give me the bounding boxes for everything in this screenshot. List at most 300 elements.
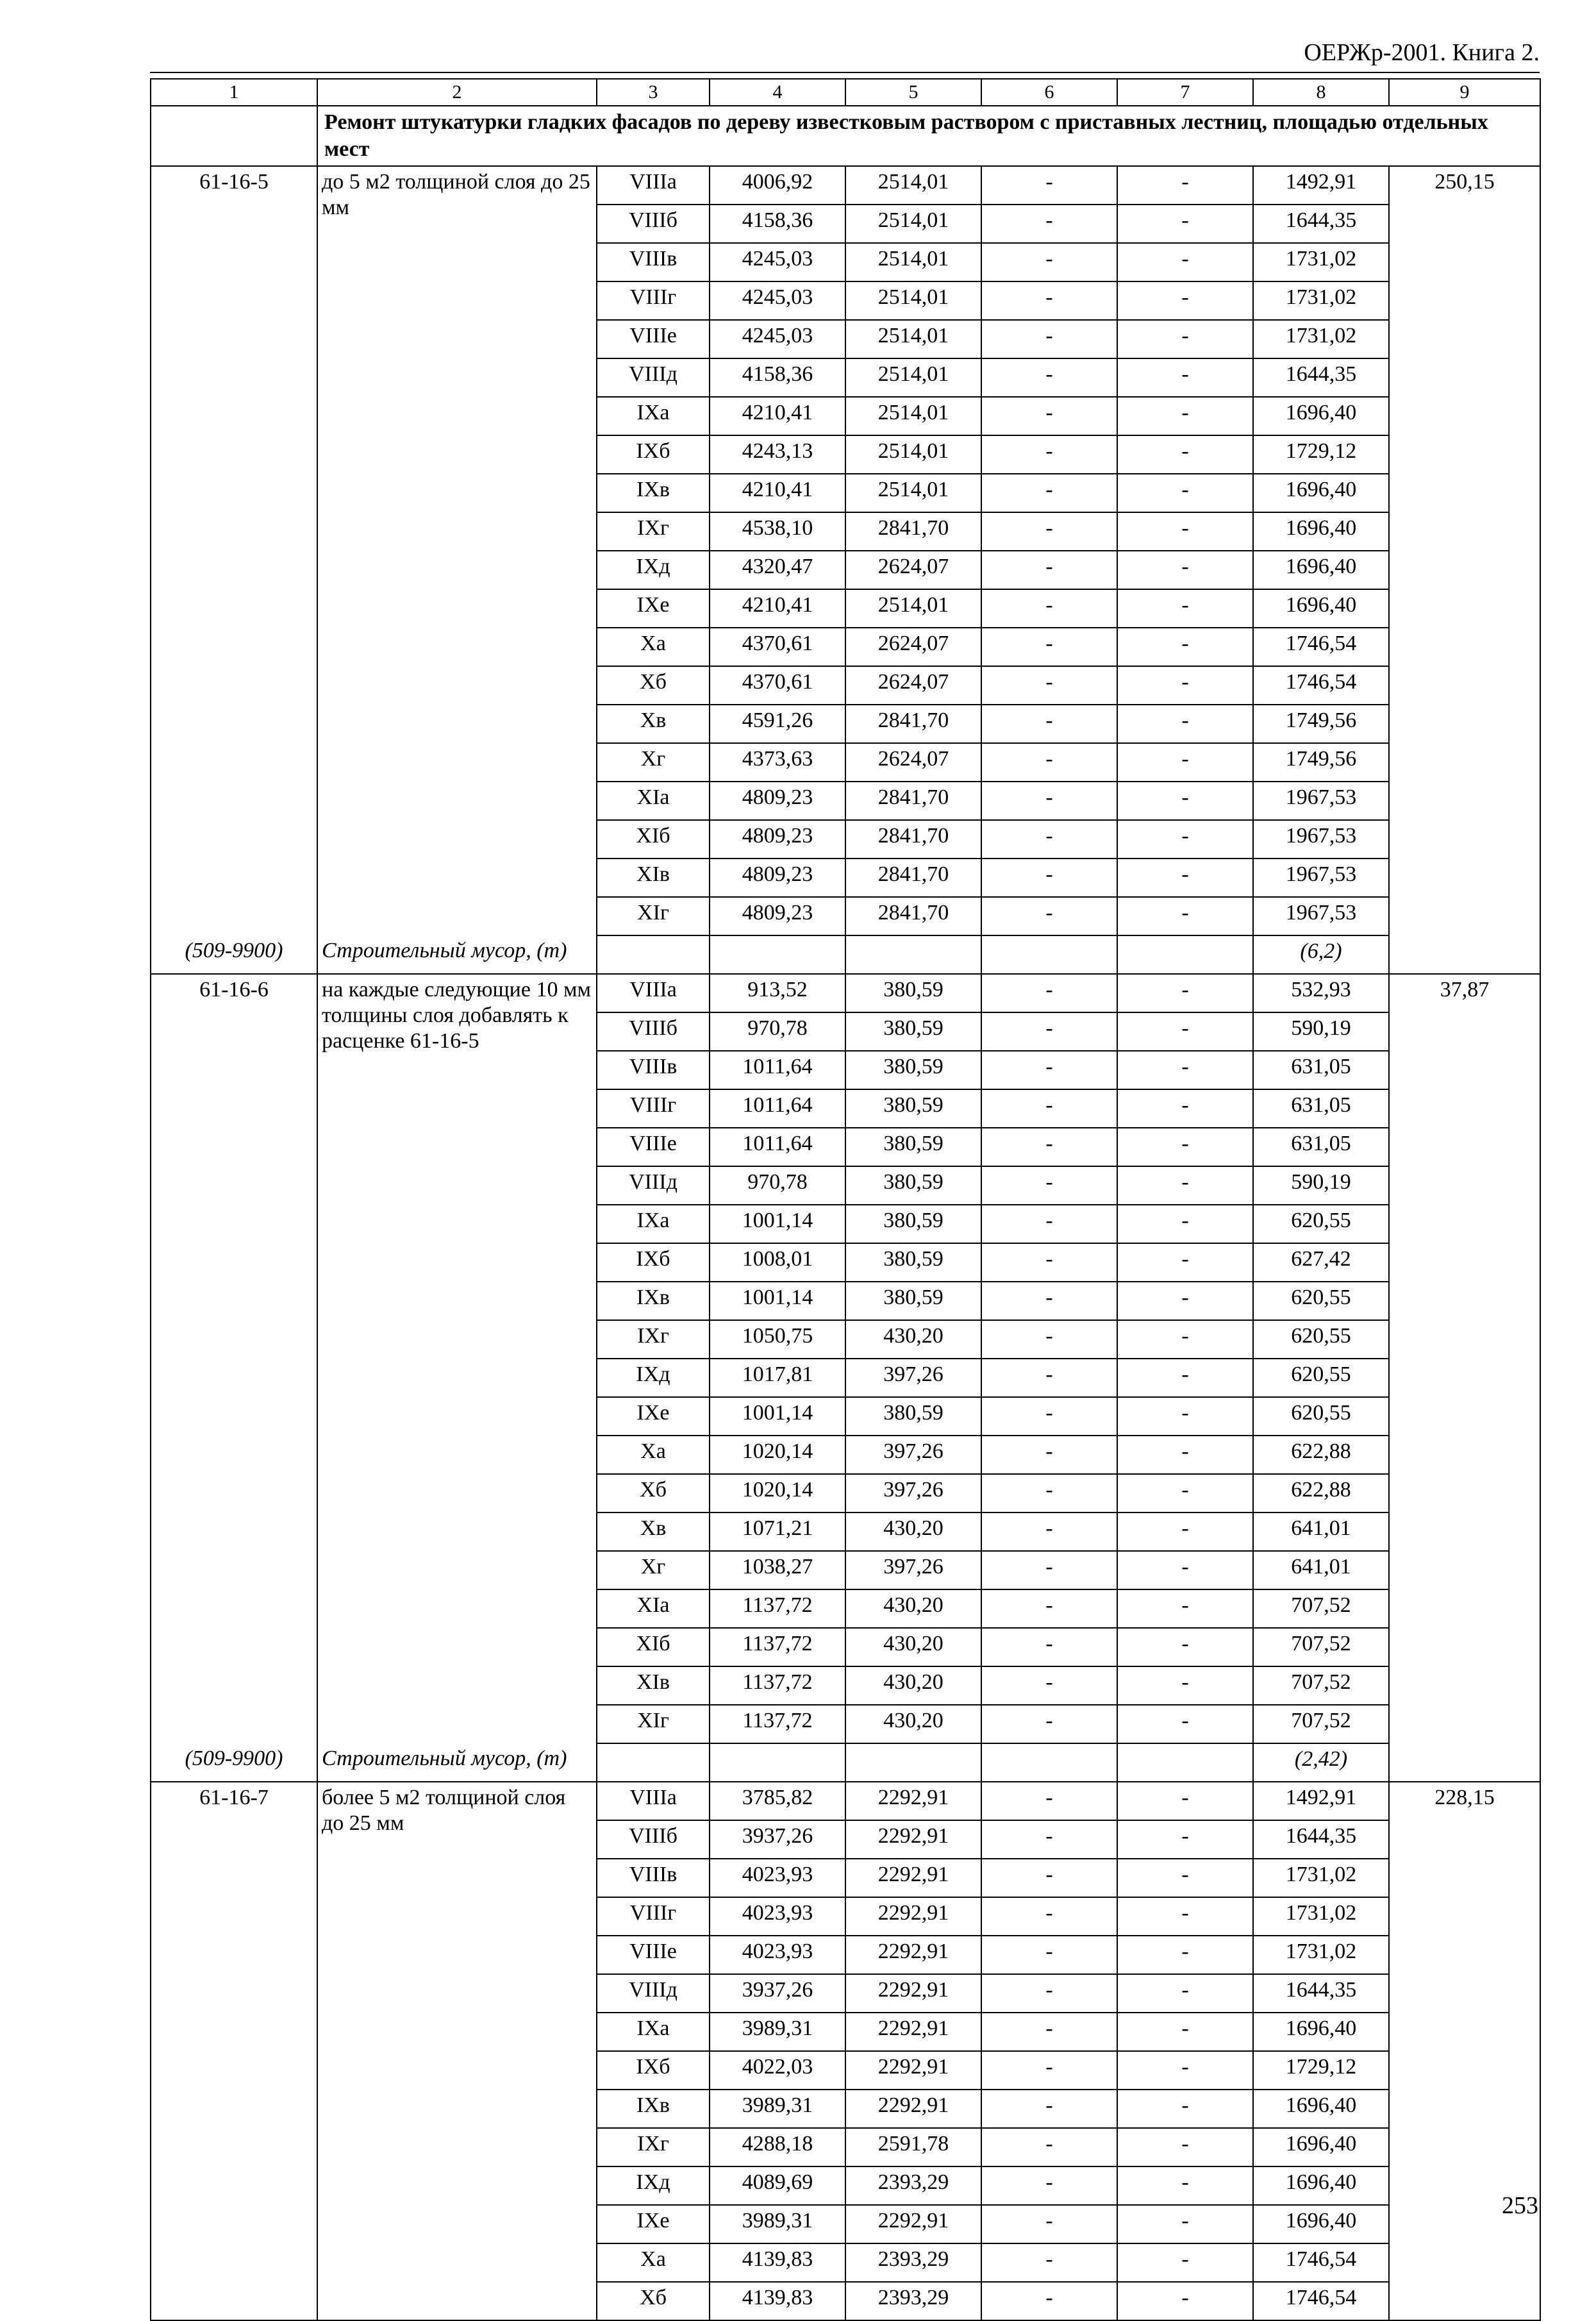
value-cell: 1492,91 (1253, 1782, 1389, 1820)
value-cell: 430,20 (845, 1666, 981, 1705)
empty-cell (981, 1743, 1117, 1782)
value-cell: 1644,35 (1253, 1820, 1389, 1859)
value-cell: - (981, 1859, 1117, 1897)
value-cell: - (981, 1589, 1117, 1628)
value-cell: - (981, 897, 1117, 935)
value-cell: - (981, 782, 1117, 820)
value-cell: 620,55 (1253, 1397, 1389, 1436)
value-cell: 641,01 (1253, 1551, 1389, 1589)
value-cell: 1696,40 (1253, 551, 1389, 589)
value-cell: 631,05 (1253, 1089, 1389, 1128)
zone-cell: XIа (597, 1589, 710, 1628)
value-cell: - (981, 859, 1117, 897)
value-cell: 1696,40 (1253, 2090, 1389, 2128)
value-cell: 622,88 (1253, 1436, 1389, 1474)
zone-cell: XIг (597, 1705, 710, 1743)
value-cell: - (1117, 1474, 1253, 1512)
value-cell: 2841,70 (845, 820, 981, 859)
value-cell: - (981, 435, 1117, 474)
value-cell: - (981, 1205, 1117, 1243)
zone-cell: IXг (597, 2128, 710, 2166)
value-cell: - (1117, 1589, 1253, 1628)
value-cell: 2514,01 (845, 358, 981, 397)
value-cell: 1011,64 (710, 1051, 845, 1089)
value-cell: 4006,92 (710, 166, 845, 205)
column-number: 9 (1389, 79, 1540, 106)
value-cell: 3989,31 (710, 2013, 845, 2051)
value-cell: - (981, 1512, 1117, 1551)
value-cell: 1008,01 (710, 1243, 845, 1282)
value-cell: 4139,83 (710, 2282, 845, 2320)
value-cell: - (1117, 974, 1253, 1012)
value-cell: - (981, 1628, 1117, 1666)
value-cell: 1731,02 (1253, 1859, 1389, 1897)
value-cell: - (981, 2282, 1117, 2320)
value-cell: 707,52 (1253, 1589, 1389, 1628)
zone-cell: IXд (597, 2166, 710, 2205)
value-cell: 631,05 (1253, 1051, 1389, 1089)
zone-cell: IXа (597, 397, 710, 435)
value-cell: - (1117, 1782, 1253, 1820)
value-cell: 1696,40 (1253, 589, 1389, 628)
value-cell: - (981, 281, 1117, 320)
zone-cell: VIIIа (597, 1782, 710, 1820)
value-cell: - (1117, 1320, 1253, 1359)
zone-cell: IXа (597, 1205, 710, 1243)
value-cell: 380,59 (845, 1051, 981, 1089)
value-cell: 4809,23 (710, 897, 845, 935)
zone-cell: Xа (597, 1436, 710, 1474)
value-cell: - (1117, 1051, 1253, 1089)
zone-cell: Xг (597, 1551, 710, 1589)
column-number: 2 (317, 79, 597, 106)
zone-cell: XIб (597, 820, 710, 859)
value-cell: 3785,82 (710, 1782, 845, 1820)
value-cell: 2624,07 (845, 628, 981, 666)
value-cell: 380,59 (845, 1205, 981, 1243)
value-cell: - (981, 1551, 1117, 1589)
value-cell: 1001,14 (710, 1282, 845, 1320)
value-cell: - (981, 820, 1117, 859)
value-cell: 4809,23 (710, 782, 845, 820)
value-cell: 1749,56 (1253, 705, 1389, 743)
value-cell: - (1117, 397, 1253, 435)
value-cell: 2624,07 (845, 666, 981, 705)
value-cell: 1001,14 (710, 1397, 845, 1436)
value-cell: - (981, 1474, 1117, 1512)
value-cell: 4089,69 (710, 2166, 845, 2205)
value-cell: 1731,02 (1253, 1897, 1389, 1936)
value-cell: - (981, 2013, 1117, 2051)
value-cell: 397,26 (845, 1359, 981, 1397)
zone-cell: XIв (597, 859, 710, 897)
zone-cell: Xа (597, 628, 710, 666)
value-cell: 2514,01 (845, 397, 981, 435)
value-cell: 2393,29 (845, 2243, 981, 2282)
value-cell: - (1117, 166, 1253, 205)
value-cell: 1017,81 (710, 1359, 845, 1397)
value-cell: - (1117, 1243, 1253, 1282)
waste-code: (509-9900) (151, 935, 317, 974)
value-cell: 1020,14 (710, 1436, 845, 1474)
waste-label: Строительный мусор, (т) (317, 935, 597, 974)
value-cell: 1137,72 (710, 1705, 845, 1743)
value-cell: - (981, 1897, 1117, 1936)
value-cell: 4023,93 (710, 1936, 845, 1974)
value-cell: - (1117, 820, 1253, 859)
value-cell: 4538,10 (710, 512, 845, 551)
value-cell: - (1117, 205, 1253, 243)
rate-description: на каждые следующие 10 мм толщины слоя добавлять к расценке 61-16-5 (317, 974, 597, 1743)
value-cell: 4288,18 (710, 2128, 845, 2166)
zone-cell: IXд (597, 1359, 710, 1397)
value-cell: - (1117, 1666, 1253, 1705)
value-cell: 1967,53 (1253, 859, 1389, 897)
value-cell: 2624,07 (845, 551, 981, 589)
value-cell: 380,59 (845, 974, 981, 1012)
value-cell: 4210,41 (710, 397, 845, 435)
rate-code: 61-16-6 (151, 974, 317, 1743)
zone-cell: IXг (597, 1320, 710, 1359)
value-cell: 4023,93 (710, 1859, 845, 1897)
zone-cell: XIв (597, 1666, 710, 1705)
value-cell: - (1117, 1974, 1253, 2013)
value-cell: - (981, 397, 1117, 435)
value-cell: - (981, 166, 1117, 205)
value-cell: 1696,40 (1253, 2205, 1389, 2243)
value-cell: 620,55 (1253, 1359, 1389, 1397)
value-cell: 2292,91 (845, 1859, 981, 1897)
empty-cell (981, 935, 1117, 974)
value-cell: - (981, 628, 1117, 666)
rate-col9-value: 37,87 (1389, 974, 1540, 1782)
value-cell: 430,20 (845, 1628, 981, 1666)
table-row (151, 166, 1540, 205)
zone-cell: VIIIб (597, 1820, 710, 1859)
value-cell: 4320,47 (710, 551, 845, 589)
table-row (151, 1782, 1540, 1820)
value-cell: - (981, 1282, 1117, 1320)
value-cell: 532,93 (1253, 974, 1389, 1012)
value-cell: - (1117, 1936, 1253, 1974)
zone-cell: IXб (597, 2051, 710, 2090)
zone-cell: XIг (597, 897, 710, 935)
value-cell: 4245,03 (710, 320, 845, 358)
value-cell: 4210,41 (710, 474, 845, 512)
value-cell: 2393,29 (845, 2282, 981, 2320)
zone-cell: IXв (597, 2090, 710, 2128)
value-cell: - (981, 1012, 1117, 1051)
value-cell: 2514,01 (845, 320, 981, 358)
column-number: 8 (1253, 79, 1389, 106)
value-cell: 397,26 (845, 1474, 981, 1512)
rate-description: более 5 м2 толщиной слоя до 25 мм (317, 1782, 597, 2320)
section-title-spacer (151, 106, 317, 166)
value-cell: 1696,40 (1253, 512, 1389, 551)
zone-cell: IXе (597, 1397, 710, 1436)
value-cell: - (981, 1359, 1117, 1397)
zone-cell: XIб (597, 1628, 710, 1666)
zone-cell: VIIIе (597, 1128, 710, 1166)
zone-cell: Xа (597, 2243, 710, 2282)
value-cell: 2292,91 (845, 1974, 981, 2013)
value-cell: 1696,40 (1253, 2128, 1389, 2166)
rate-col9-value: 228,15 (1389, 1782, 1540, 2320)
value-cell: - (1117, 512, 1253, 551)
value-cell: - (1117, 743, 1253, 782)
value-cell: 1644,35 (1253, 1974, 1389, 2013)
zone-cell: VIIIв (597, 1051, 710, 1089)
value-cell: 2514,01 (845, 589, 981, 628)
value-cell: 380,59 (845, 1166, 981, 1205)
value-cell: 2514,01 (845, 166, 981, 205)
value-cell: 430,20 (845, 1512, 981, 1551)
zone-cell: VIIIд (597, 358, 710, 397)
header-rule (150, 72, 1540, 73)
value-cell: - (981, 474, 1117, 512)
value-cell: 2292,91 (845, 1820, 981, 1859)
value-cell: - (1117, 705, 1253, 743)
zone-cell: VIIIа (597, 974, 710, 1012)
waste-row (151, 935, 1540, 974)
value-cell: - (1117, 1089, 1253, 1128)
value-cell: 380,59 (845, 1128, 981, 1166)
value-cell: - (981, 1397, 1117, 1436)
value-cell: 1038,27 (710, 1551, 845, 1589)
value-cell: 1020,14 (710, 1474, 845, 1512)
value-cell: 627,42 (1253, 1243, 1389, 1282)
section-title: Ремонт штукатурки гладких фасадов по дереву известковым раствором с приставных лестниц, площадью отдельных мест (317, 106, 1540, 166)
value-cell: 4210,41 (710, 589, 845, 628)
zone-cell: IXв (597, 1282, 710, 1320)
value-cell: 1967,53 (1253, 897, 1389, 935)
zone-cell: VIIIд (597, 1974, 710, 2013)
value-cell: 1137,72 (710, 1589, 845, 1628)
value-cell: 1001,14 (710, 1205, 845, 1243)
value-cell: - (1117, 1166, 1253, 1205)
value-cell: 4373,63 (710, 743, 845, 782)
value-cell: - (1117, 1820, 1253, 1859)
value-cell: 2514,01 (845, 205, 981, 243)
value-cell: 4809,23 (710, 859, 845, 897)
value-cell: - (1117, 2166, 1253, 2205)
zone-cell: VIIIе (597, 320, 710, 358)
value-cell: 397,26 (845, 1436, 981, 1474)
value-cell: - (1117, 2282, 1253, 2320)
value-cell: 4370,61 (710, 666, 845, 705)
value-cell: - (981, 551, 1117, 589)
value-cell: 3989,31 (710, 2205, 845, 2243)
value-cell: 641,01 (1253, 1512, 1389, 1551)
value-cell: - (981, 2166, 1117, 2205)
value-cell: 430,20 (845, 1705, 981, 1743)
waste-value: (2,42) (1253, 1743, 1389, 1782)
value-cell: 4158,36 (710, 205, 845, 243)
value-cell: 707,52 (1253, 1705, 1389, 1743)
column-number: 1 (151, 79, 317, 106)
value-cell: 2292,91 (845, 2013, 981, 2051)
value-cell: - (1117, 782, 1253, 820)
value-cell: - (1117, 1012, 1253, 1051)
value-cell: 1746,54 (1253, 2282, 1389, 2320)
value-cell: 1696,40 (1253, 2013, 1389, 2051)
value-cell: 590,19 (1253, 1012, 1389, 1051)
zone-cell: IXг (597, 512, 710, 551)
value-cell: - (981, 1089, 1117, 1128)
value-cell: - (1117, 474, 1253, 512)
value-cell: - (1117, 1359, 1253, 1397)
value-cell: 913,52 (710, 974, 845, 1012)
value-cell: 1011,64 (710, 1128, 845, 1166)
value-cell: 1696,40 (1253, 474, 1389, 512)
value-cell: - (981, 1166, 1117, 1205)
rate-col9-value: 250,15 (1389, 166, 1540, 974)
zone-cell: VIIIе (597, 1936, 710, 1974)
value-cell: - (1117, 1512, 1253, 1551)
zone-cell: Xв (597, 705, 710, 743)
value-cell: - (1117, 1128, 1253, 1166)
value-cell: 1644,35 (1253, 358, 1389, 397)
value-cell: - (1117, 589, 1253, 628)
value-cell: - (1117, 1282, 1253, 1320)
zone-cell: VIIIа (597, 166, 710, 205)
waste-label: Строительный мусор, (т) (317, 1743, 597, 1782)
value-cell: - (1117, 551, 1253, 589)
value-cell: - (981, 1705, 1117, 1743)
value-cell: 2393,29 (845, 2166, 981, 2205)
column-number: 7 (1117, 79, 1253, 106)
value-cell: - (981, 205, 1117, 243)
value-cell: - (981, 1243, 1117, 1282)
value-cell: - (981, 2090, 1117, 2128)
waste-value: (6,2) (1253, 935, 1389, 974)
empty-cell (597, 935, 710, 974)
value-cell: 3937,26 (710, 1820, 845, 1859)
value-cell: 4809,23 (710, 820, 845, 859)
section-title-row (151, 106, 1540, 166)
empty-cell (845, 1743, 981, 1782)
value-cell: 1011,64 (710, 1089, 845, 1128)
value-cell: - (1117, 2243, 1253, 2282)
empty-cell (1117, 1743, 1253, 1782)
value-cell: - (981, 589, 1117, 628)
value-cell: - (1117, 243, 1253, 281)
value-cell: 2514,01 (845, 281, 981, 320)
value-cell: - (981, 666, 1117, 705)
value-cell: 2841,70 (845, 782, 981, 820)
empty-cell (597, 1743, 710, 1782)
value-cell: - (981, 320, 1117, 358)
value-cell: 380,59 (845, 1089, 981, 1128)
zone-cell: Xв (597, 1512, 710, 1551)
value-cell: 4245,03 (710, 281, 845, 320)
value-cell: 4591,26 (710, 705, 845, 743)
value-cell: - (981, 2243, 1117, 2282)
value-cell: 3989,31 (710, 2090, 845, 2128)
value-cell: - (981, 243, 1117, 281)
value-cell: 2841,70 (845, 897, 981, 935)
value-cell: 2292,91 (845, 2090, 981, 2128)
zone-cell: Xб (597, 1474, 710, 1512)
value-cell: 1749,56 (1253, 743, 1389, 782)
value-cell: 380,59 (845, 1397, 981, 1436)
value-cell: 620,55 (1253, 1282, 1389, 1320)
value-cell: 1137,72 (710, 1628, 845, 1666)
value-cell: 430,20 (845, 1589, 981, 1628)
value-cell: 4023,93 (710, 1897, 845, 1936)
value-cell: 2841,70 (845, 512, 981, 551)
value-cell: - (1117, 1705, 1253, 1743)
value-cell: - (981, 512, 1117, 551)
value-cell: - (981, 1320, 1117, 1359)
value-cell: 590,19 (1253, 1166, 1389, 1205)
value-cell: - (1117, 281, 1253, 320)
value-cell: 380,59 (845, 1282, 981, 1320)
value-cell: - (1117, 1436, 1253, 1474)
value-cell: 1696,40 (1253, 397, 1389, 435)
value-cell: 2292,91 (845, 1936, 981, 1974)
value-cell: - (1117, 628, 1253, 666)
value-cell: 1746,54 (1253, 2243, 1389, 2282)
value-cell: - (981, 1051, 1117, 1089)
zone-cell: VIIIд (597, 1166, 710, 1205)
page-number: 253 (1502, 2192, 1538, 2219)
waste-code: (509-9900) (151, 1743, 317, 1782)
value-cell: - (1117, 897, 1253, 935)
zone-cell: VIIIг (597, 281, 710, 320)
zone-cell: Xб (597, 666, 710, 705)
value-cell: 2591,78 (845, 2128, 981, 2166)
value-cell: 1492,91 (1253, 166, 1389, 205)
value-cell: 2292,91 (845, 2205, 981, 2243)
value-cell: - (1117, 2128, 1253, 2166)
value-cell: - (981, 1436, 1117, 1474)
value-cell: - (981, 743, 1117, 782)
value-cell: - (1117, 859, 1253, 897)
zone-cell: IXа (597, 2013, 710, 2051)
value-cell: 970,78 (710, 1166, 845, 1205)
rate-description: до 5 м2 толщиной слоя до 25 мм (317, 166, 597, 935)
value-cell: - (1117, 2051, 1253, 2090)
value-cell: - (1117, 666, 1253, 705)
value-cell: 1746,54 (1253, 628, 1389, 666)
value-cell: 380,59 (845, 1012, 981, 1051)
zone-cell: VIIIв (597, 243, 710, 281)
zone-cell: VIIIг (597, 1897, 710, 1936)
value-cell: 4243,13 (710, 435, 845, 474)
value-cell: - (981, 974, 1117, 1012)
value-cell: 1729,12 (1253, 2051, 1389, 2090)
table-row (151, 974, 1540, 1012)
zone-cell: VIIIб (597, 1012, 710, 1051)
value-cell: 622,88 (1253, 1474, 1389, 1512)
column-number: 6 (981, 79, 1117, 106)
value-cell: - (1117, 1205, 1253, 1243)
value-cell: - (981, 1666, 1117, 1705)
value-cell: 1050,75 (710, 1320, 845, 1359)
empty-cell (710, 1743, 845, 1782)
value-cell: - (1117, 1397, 1253, 1436)
zone-cell: XIа (597, 782, 710, 820)
rate-code: 61-16-5 (151, 166, 317, 935)
value-cell: - (1117, 320, 1253, 358)
value-cell: - (1117, 1628, 1253, 1666)
value-cell: - (1117, 2090, 1253, 2128)
column-number-row (151, 79, 1540, 106)
zone-cell: VIIIв (597, 1859, 710, 1897)
value-cell: - (1117, 1551, 1253, 1589)
value-cell: 1746,54 (1253, 666, 1389, 705)
